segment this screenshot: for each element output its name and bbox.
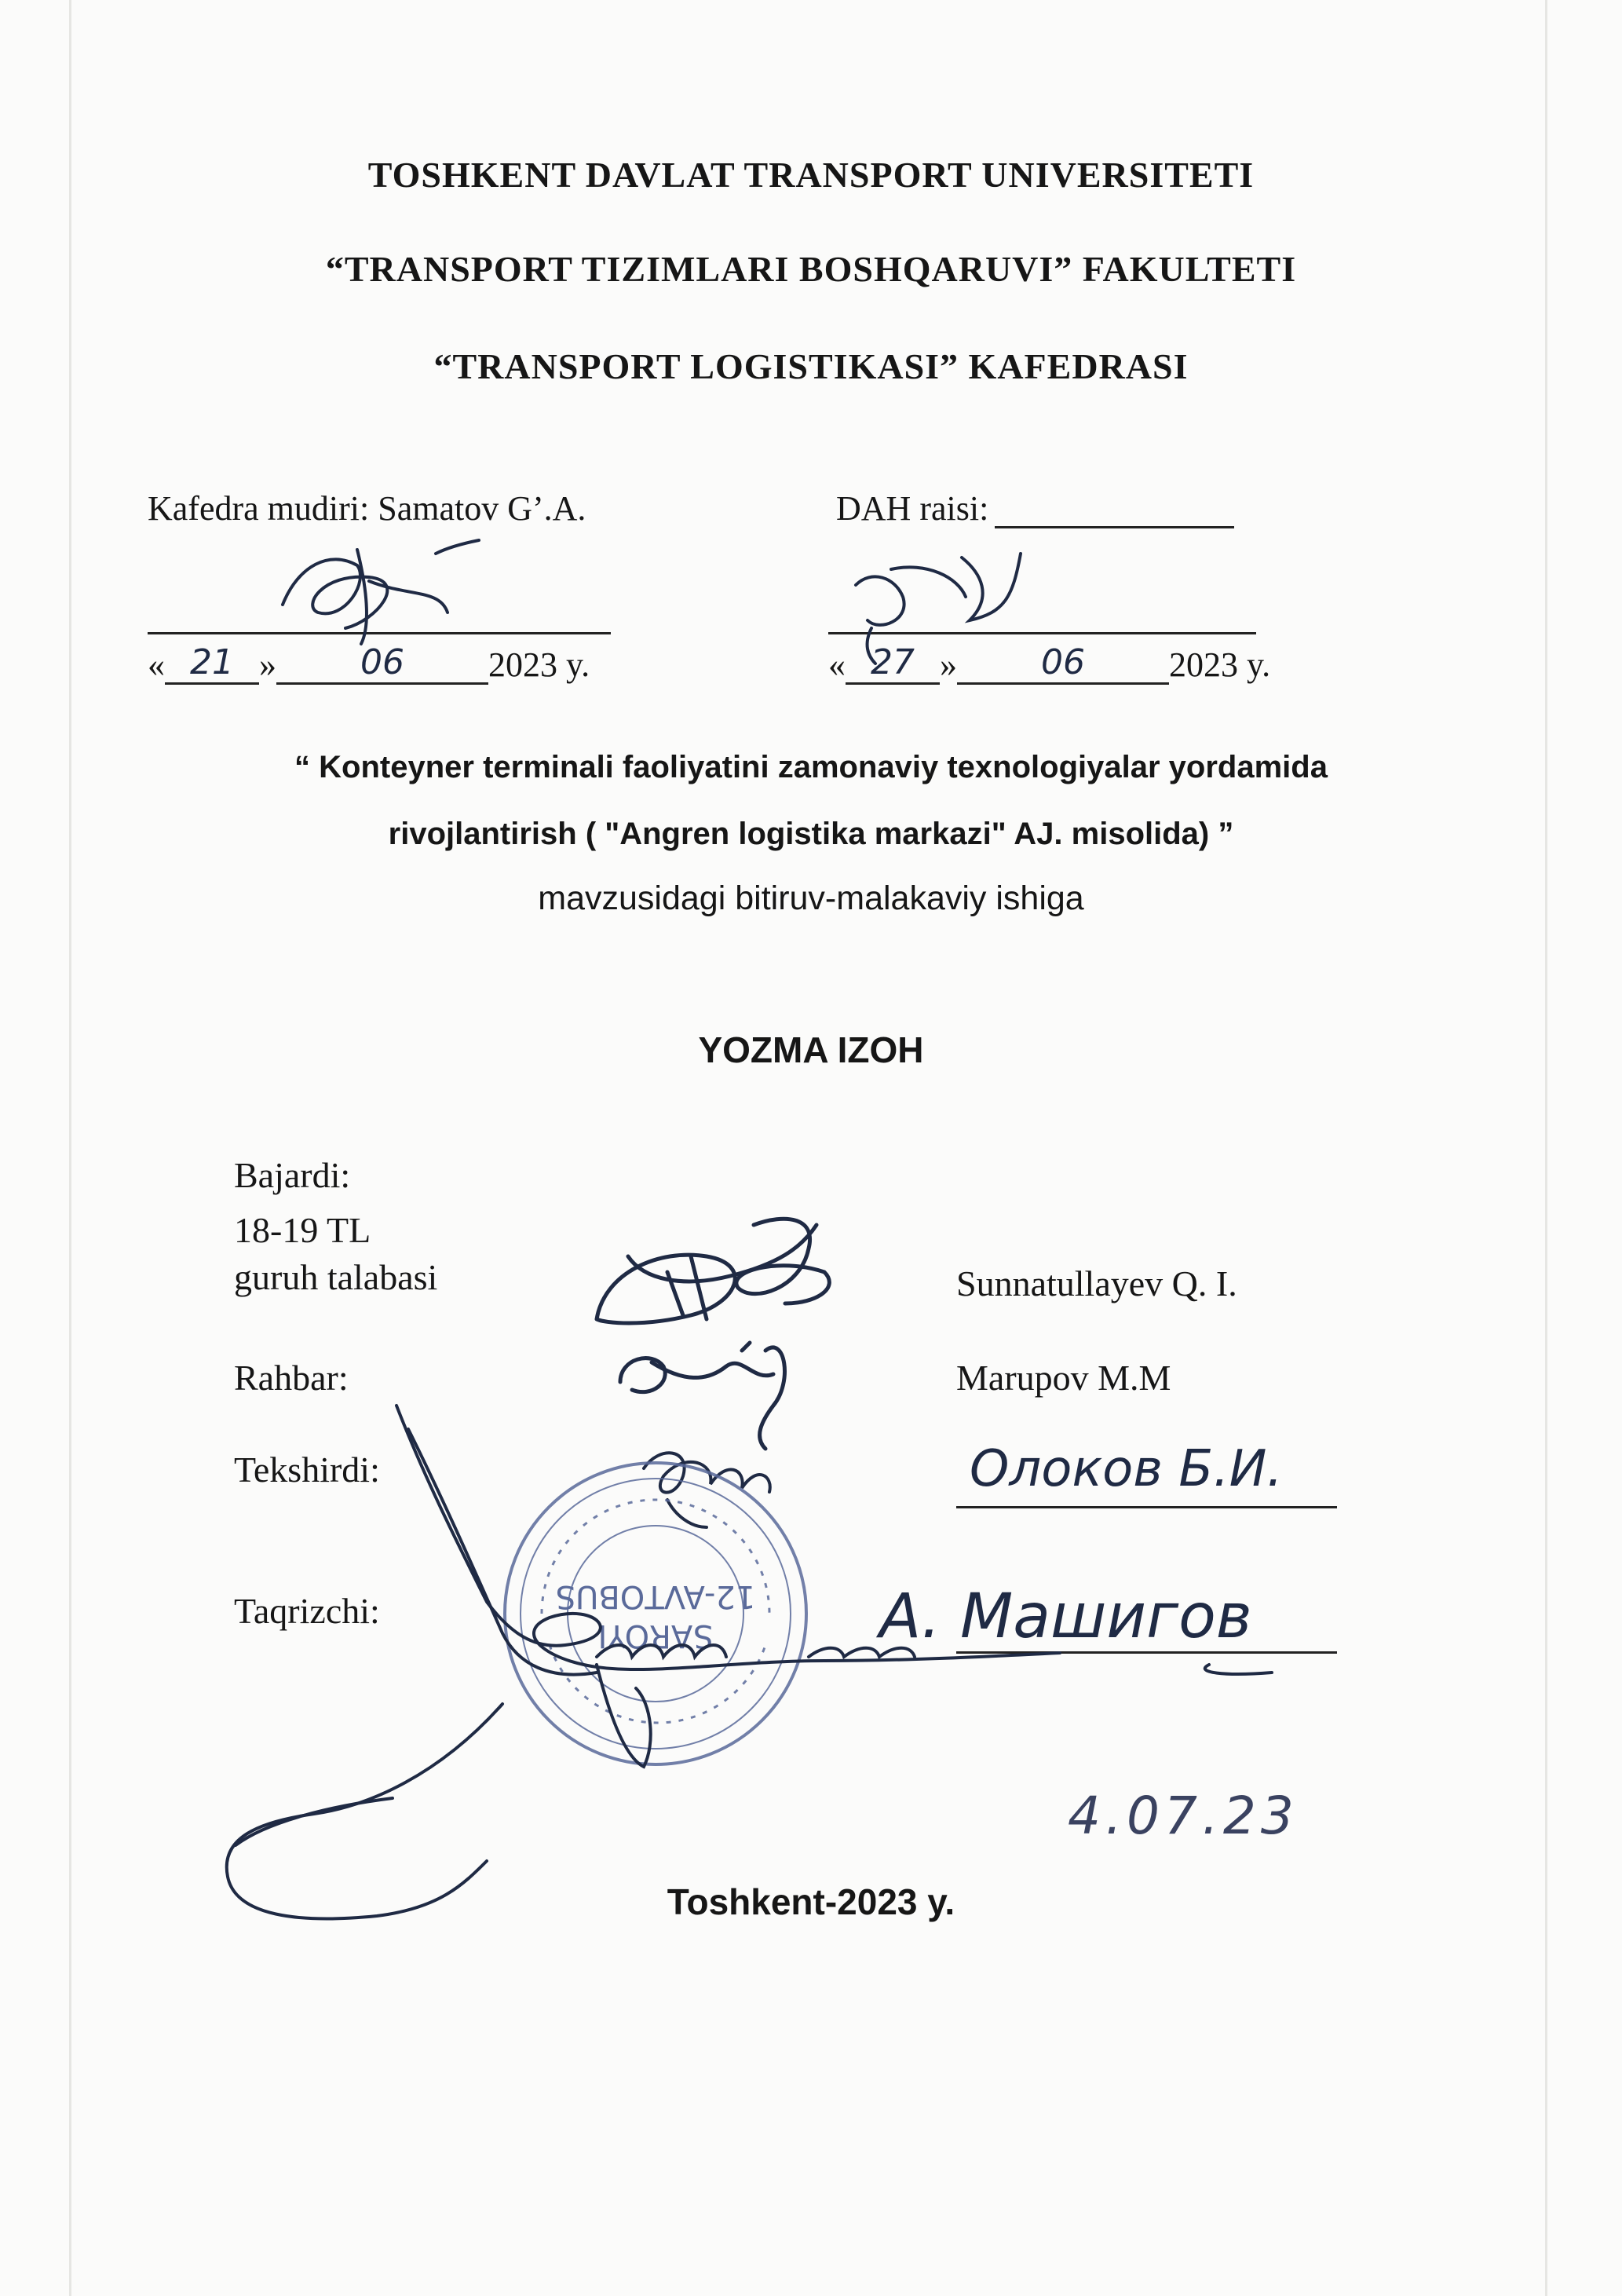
group-student-label: guruh talabasi — [234, 1257, 438, 1297]
supervisor-label: Rahbar: — [234, 1358, 349, 1398]
supervisor-signature — [620, 1343, 784, 1449]
date-quote-open: « — [148, 645, 165, 684]
student-name: Sunnatullayev Q. I. — [956, 1263, 1237, 1303]
topic-line-2: rivojlantirish ( "Angren logistika markazi" AJ. misolida) ” — [388, 817, 1234, 851]
approval-day: 21 — [190, 642, 234, 682]
department-head-label: Kafedra mudiri: Samatov G’.A. — [148, 489, 586, 528]
city-year: Toshkent-2023 y. — [667, 1881, 955, 1922]
commission-chair-signature — [856, 554, 1021, 664]
date-quote-close: » — [259, 645, 276, 684]
department-name: “TRANSPORT LOGISTIKASI” KAFEDRASI — [433, 346, 1189, 386]
approval-year: 2023 y. — [1169, 645, 1271, 684]
date-quote-close: » — [940, 645, 957, 684]
performed-by-label: Bajardi: — [234, 1155, 351, 1195]
approval-day: 27 — [871, 642, 915, 682]
faculty-name: “TRANSPORT TIZIMLARI BOSHQARUVI” FAKULTETI — [325, 249, 1297, 289]
topic-line-3: mavzusidagi bitiruv-malakaviy ishiga — [538, 879, 1084, 917]
stamp-line-1: SAROYI — [597, 1618, 714, 1654]
commission-chair-label: DAH raisi: — [836, 489, 989, 528]
checker-handwritten-name: Олоков Б.И. — [970, 1440, 1283, 1498]
approval-year: 2023 y. — [488, 645, 590, 684]
department-head-signature — [283, 540, 479, 644]
document-type: YOZMA IZOH — [698, 1029, 924, 1070]
supervisor-name: Marupov M.M — [956, 1358, 1171, 1398]
stamp-line-2: 12-AVTOBUS — [555, 1578, 756, 1614]
approval-month: 06 — [360, 642, 404, 682]
student-signature — [597, 1219, 829, 1323]
reviewer-handwritten-name: А. Машигов — [879, 1581, 1252, 1652]
review-date-handwritten: 4.07.23 — [1068, 1786, 1299, 1846]
date-quote-open: « — [828, 645, 846, 684]
topic-line-1: “ Konteyner terminali faoliyatini zamonaviy texnologiyalar yordamida — [294, 750, 1328, 784]
approval-month: 06 — [1041, 642, 1085, 682]
checked-by-label: Tekshirdi: — [234, 1450, 380, 1490]
reviewer-label: Taqrizchi: — [234, 1591, 380, 1631]
university-name: TOSHKENT DAVLAT TRANSPORT UNIVERSITETI — [367, 155, 1255, 195]
group-number: 18-19 TL — [234, 1210, 371, 1250]
